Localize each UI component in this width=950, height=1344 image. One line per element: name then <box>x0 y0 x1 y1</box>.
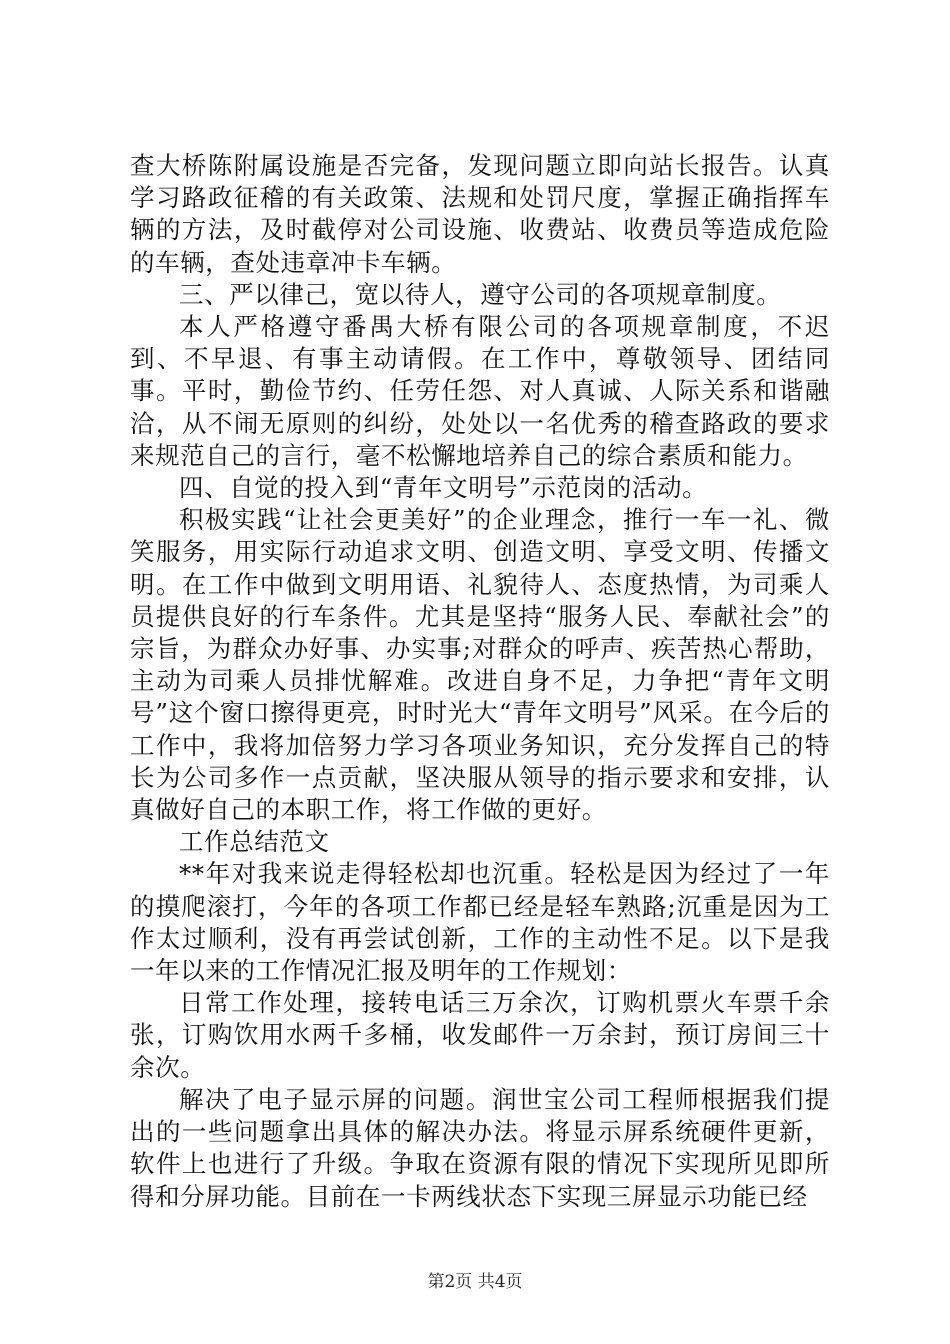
paragraph-display-screen: 解决了电子显示屏的问题。润世宝公司工程师根据我们提出的一些问题拿出具体的解决办法。将显示屏系统硬件更新，软件上也进行了升级。争取在资源有限的情况下实现所见即所得和分屏功能。目前在一卡两线状态下实现三屏显示功能已经 <box>130 1084 830 1211</box>
page-footer <box>0 1267 950 1292</box>
paragraph-rules: 本人严格遵守番禺大桥有限公司的各项规章制度，不迟到、不早退、有事主动请假。在工作中，尊敬领导、团结同事。平时，勤俭节约、任劳任怨、对人真诚、人际关系和谐融洽，从不闹无原则的纠纷，处处以一名优秀的稽查路政的要求来规范自己的言行，毫不松懈地培养自己的综合素质和能力。 <box>130 312 830 470</box>
paragraph-civilization: 积极实践“让社会更美好”的企业理念，推行一车一礼、微笑服务，用实际行动追求文明、创造文明、享受文明、传播文明。在工作中做到文明用语、礼貌待人、态度热情，为司乘人员提供良好的行车条件。尤其是坚持“服务人民、奉献社会”的宗旨，为群众办好事、办实事;对群众的呼声、疾苦热心帮助，主动为司乘人员排忧解难。改进自身不足，力争把“青年文明号”这个窗口擦得更亮，时时光大“青年文明号”风采。在今后的工作中，我将加倍努力学习各项业务知识，充分发挥自己的特长为公司多作一点贡献，坚决服从领导的指示要求和安排，认真做好自己的本职工作，将工作做的更好。 <box>130 505 830 825</box>
paragraph-daily-work: 日常工作处理，接转电话三万余次，订购机票火车票千余张，订购饮用水两千多桶，收发邮件一万余封，预订房间三十余次。 <box>130 988 830 1082</box>
paragraph-continuation: 查大桥陈附属设施是否完备，发现问题立即向站长报告。认真学习路政征稽的有关政策、法规和处罚尺度，掌握正确指挥车辆的方法，及时截停对公司设施、收费站、收费员等造成危险的车辆，查处违章冲卡车辆。 <box>130 151 830 277</box>
section-heading-4: 四、自觉的投入到“青年文明号”示范岗的活动。 <box>179 473 708 503</box>
document-body <box>130 150 830 1213</box>
paragraph-intro: **年对我来说走得轻松却也沉重。轻松是因为经过了一年的摸爬滚打，今年的各项工作都已经是轻车熟路;沉重是因为工作太过顺利，没有再尝试创新，工作的主动性不足。以下是我一年以来的工作情况汇报及明年的工作规划： <box>130 859 830 986</box>
page-number: 第2页 共4页 <box>427 1272 523 1292</box>
section-heading-3: 三、严以律己，宽以待人，遵守公司的各项规章制度。 <box>179 279 782 309</box>
sample-title: 工作总结范文 <box>179 827 330 857</box>
